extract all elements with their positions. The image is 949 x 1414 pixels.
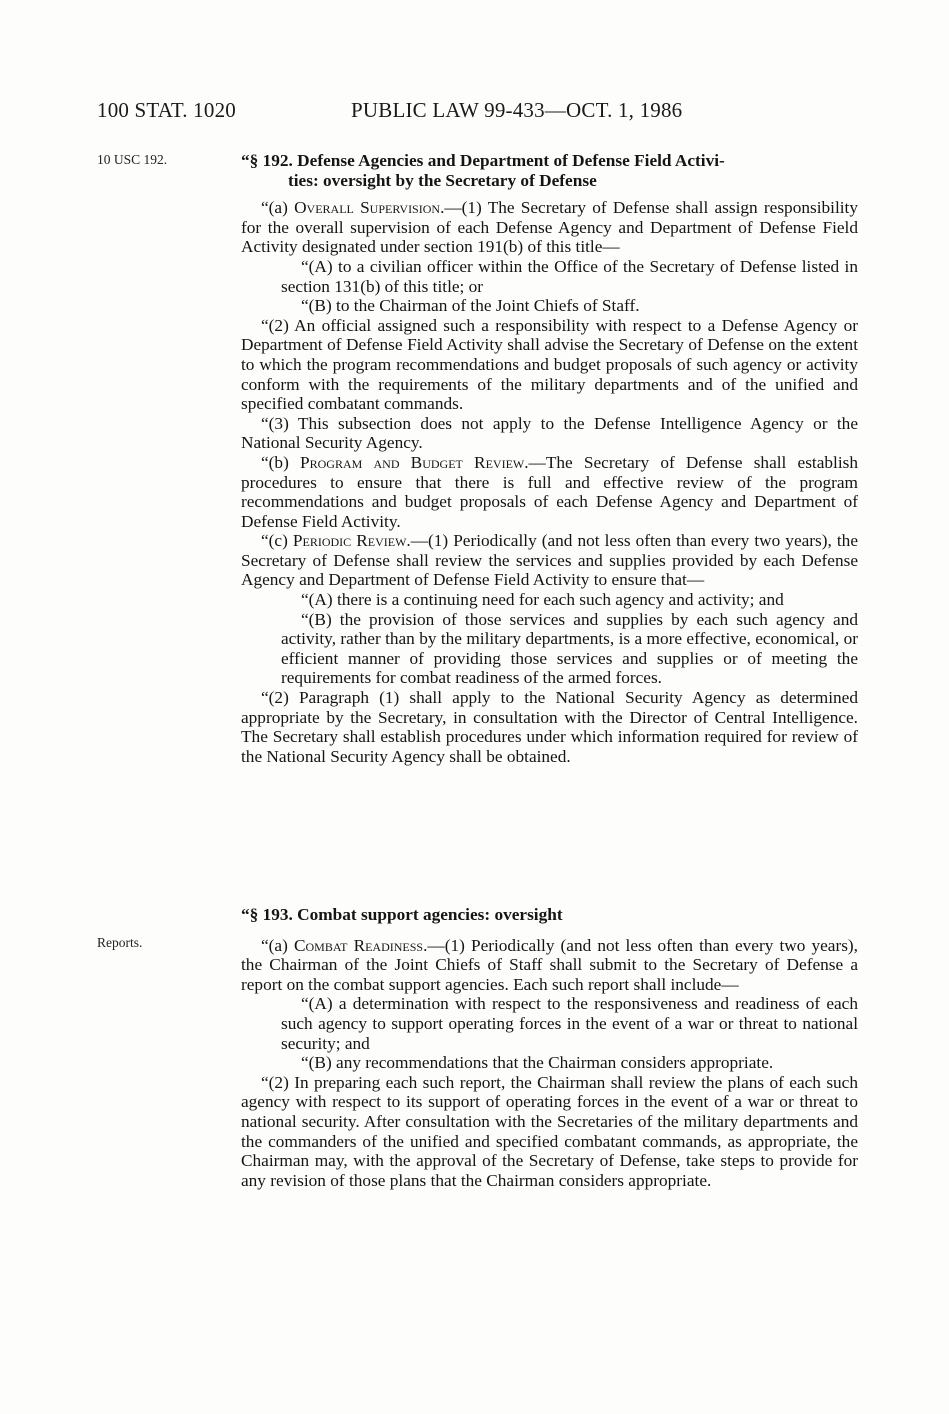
subsection-193a-title: Combat Readiness (293, 935, 424, 955)
subsection-192a-title: Overall Supervision (294, 198, 441, 218)
paragraph-192a3: “(3) This subsection does not apply to the Defense Intelligence Agency or the National Security Agency. (241, 413, 858, 453)
clause-192a1A: “(A) to a civilian officer within the Office of the Secretary of Defense listed in section 131(b) of this title; or (281, 256, 858, 296)
subsection-192c (241, 531, 858, 590)
subsection-192a-label: “(a) (261, 198, 295, 218)
subsection-192b (241, 453, 858, 531)
section-192-heading-line2: ties: oversight by the Secretary of Defense (288, 170, 597, 190)
subsection-192b-label: “(b) (261, 452, 301, 472)
subsection-192a (241, 198, 858, 257)
section-192 (241, 151, 858, 766)
section-192-heading-line1: “§ 192. Defense Agencies and Department of Defense Field Activi- (241, 151, 725, 170)
paragraph-193a2: “(2) In preparing each such report, the Chairman shall review the plans of each such agency with respect to its support of operating forces in the event of a war or threat to national security. After consultation with the Secretaries of the military departments and the commanders of the unified and specified combatant commands, as appropriate, the Chairman may, with the approval of the Secretary of Defense, take steps to provide for any revision of those plans that the Chairman considers appropriate. (241, 1072, 858, 1190)
subsection-193a-label: “(a) (261, 935, 294, 955)
subsection-193a-text: .—(1) Periodically (and not less often than every two years), the Chairman of the Joint Chiefs of Staff shall submit to the Secretary of Defense a report on the combat support agencies. Each such report shall include— (241, 935, 858, 994)
clause-192a1B: “(B) to the Chairman of the Joint Chiefs of Staff. (301, 296, 640, 316)
section-192-heading (241, 151, 858, 190)
clause-193a1B: “(B) any recommendations that the Chairman considers appropriate. (301, 1053, 774, 1073)
subsection-192b-title: Program and Budget Review (300, 452, 525, 472)
subsection-192c-label: “(c) (261, 531, 293, 551)
section-193-heading: “§ 193. Combat support agencies: oversight (241, 905, 563, 924)
paragraph-192c2: “(2) Paragraph (1) shall apply to the National Security Agency as determined appropriate by the Secretary, in consultation with the Director of Central Intelligence. The Secretary shall establish procedures under which information required for review of the National Security Agency shall be obtained. (241, 688, 858, 766)
clause-193a1A: “(A) a determination with respect to the responsiveness and readiness of each such agency to support operating forces in the event of a war or threat to national security; and (281, 994, 858, 1053)
margin-note-reports: Reports. (97, 935, 143, 950)
clause-192c1A: “(A) there is a continuing need for each such agency and activity; and (301, 590, 784, 610)
clause-192c1B: “(B) the provision of those services and supplies by each such agency and activity, rather than by the military departments, is a more effective, economical, or efficient manner of providing those services and supplies or of meeting the requirements for combat readiness of the armed forces. (281, 609, 858, 688)
subsection-192c-text: .—(1) Periodically (and not less often than every two years), the Secretary of Defense shall review the services and supplies provided by each Defense Agency and Department of Defense Field Activity to ensure that— (241, 531, 858, 590)
subsection-192c-title: Periodic Review (292, 531, 407, 551)
paragraph-192a2: “(2) An official assigned such a responsibility with respect to a Defense Agency or Department of Defense Field Activity shall advise the Secretary of Defense on the extent to which the program recommendations and budget proposals of such agency or activity conform with the requirements of the military departments and of the unified and specified combatant commands. (241, 315, 858, 414)
subsection-192a-text: .—(1) The Secretary of Defense shall assign responsibility for the overall supervision of each Defense Agency and Department of Defense Field Activity designated under section 191(b) of this title— (241, 198, 858, 257)
public-law-reference: PUBLIC LAW 99-433—OCT. 1, 1986 (351, 98, 683, 122)
subsection-193a (241, 936, 858, 995)
margin-note-usc: 10 USC 192. (97, 152, 168, 167)
subsection-192b-text: .—The Secretary of Defense shall establish procedures to ensure that there is full and effective review of the program recommendations and budget proposals of each Defense Agency and Department of Defense Field Activity. (241, 452, 859, 531)
page-reference: 100 STAT. 1020 (97, 98, 236, 122)
section-193 (241, 905, 858, 1190)
